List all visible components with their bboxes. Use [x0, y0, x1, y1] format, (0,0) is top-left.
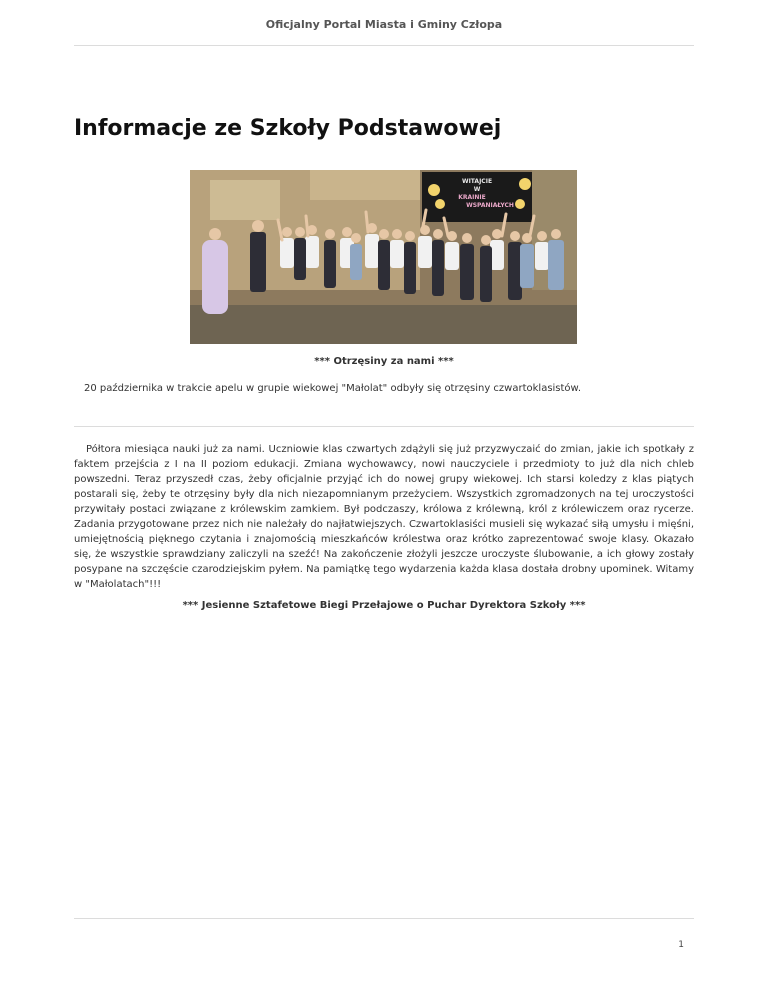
section1-intro: 20 października w trakcie apelu w grupie wiekowej "Małolat" odbyły się otrzęsiny czwartoklasistów. — [84, 383, 581, 394]
banner-line-2: W — [473, 186, 481, 193]
section1-heading: *** Otrzęsiny za nami *** — [314, 356, 454, 367]
banner-line-1: WITAJCIE — [461, 178, 493, 185]
page-title: Informacje ze Szkoły Podstawowej — [74, 116, 502, 141]
site-header-title: Oficjalny Portal Miasta i Gminy Człopa — [265, 18, 503, 31]
section2-heading: *** Jesienne Sztafetowe Biegi Przełajowe o Puchar Dyrektora Szkoły *** — [182, 600, 586, 611]
banner-line-3: KRAINIE — [458, 194, 486, 201]
content-divider — [74, 426, 694, 427]
section1-body: Półtora miesiąca nauki już za nami. Uczniowie klas czwartych zdążyli się już przyzwyczaić do zmian, jakie ich spotkały z faktem przejścia z I na II poziom edukacji. Zmiana wychowawcy, nowi nauczyciele i przedmioty to już dla nich chleb powszedni. Teraz przyszedł czas, żeby oficjalnie przyjąć ich do nowej grupy wiekowej. Ich starsi koledzy z klas piątych postarali się, żeby te otrzęsiny były dla nich niezapomnianym przeżyciem. Wszystkich zgromadzonych na tej uroczystości przywitały postaci związane z królewskim zamkiem. Był podczaszy, królowa z królewną, król z królewiczem oraz rycerze. Zadania przygotowane przez nich nie należały do najłatwiejszych. Czwartoklasiści musieli się wykazać siłą umysłu i mięśni, umiejętnością pięknego czytania i znajomością mieszkańców królestwa oraz krótko zaprezentować swoje klasy. Okazało się, że wszystkie sprawdziany zaliczyli na szeźć! Na zakończenie złożyli jeszcze uroczyste ślubowanie, a ich głowy zostały posypane na szczęście czarodziejskim pyłem. Na pamiątkę tego wydarzenia każda klasa dostała drobny upominek. Witamy w "Małolatach"!!! — [74, 444, 694, 590]
header-divider — [74, 45, 694, 46]
event-photo — [190, 170, 577, 344]
footer-divider — [74, 918, 694, 919]
page-number: 1 — [678, 940, 684, 950]
banner-line-4: WSPANIAŁYCH — [466, 202, 514, 209]
